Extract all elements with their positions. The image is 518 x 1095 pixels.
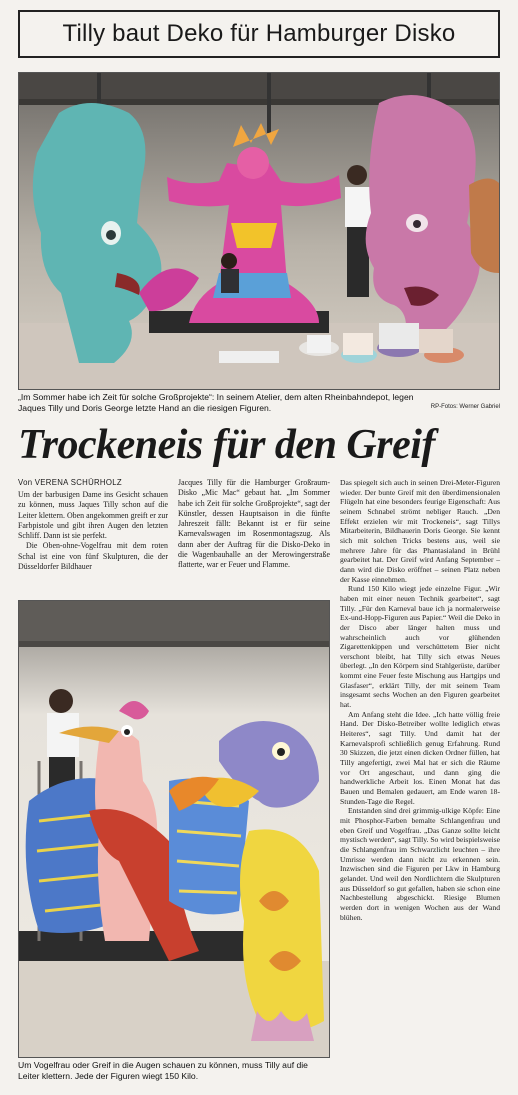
photo-credit xyxy=(420,404,500,410)
photo-credit-text: RP-Fotos: Werner Gabriel xyxy=(430,404,500,410)
workshop-illustration xyxy=(19,73,499,389)
photo-bird-woman-caption-text: Um Vogelfrau oder Greif in die Augen schauen zu können, muss Tilly auf die Leiter klettern. Jede der Figuren wiegt 150 Kilo. xyxy=(18,1060,308,1081)
paragraph: Entstanden sind drei grimmig-ulkige Köpfe: Eine mit Phosphor-Farben bemalte Schlangenfrau und eben Greif und Vogelfrau. „Das Ganze sollte leicht mystisch werden“, sagt Tilly. So wird beispielsweise die Schlangenfrau im Schwarzlicht leuchten – ihre Umrisse werden dann nicht zu erkennen sein. Inzwischen sind die Figuren per Lkw in Hamburg gelandet. Und weil den Nordlichtern die Skulpturen aus Düsseldorf so gut gefallen, haben sie schon eine Nachbestellung abgeschickt. Riesige Blumen werden dort in wenigen Wochen aus der Wand blühen. xyxy=(340,806,500,922)
paragraph: Das spiegelt sich auch in seinen Drei-Meter-Figuren wieder. Der bunte Greif mit den überdimensionalen Flügeln hat eine besonders feurige Eigenschaft: Aus seinem Schnabel strömt nebliger Rauch. „Den Effekt erzielen wir mit Trockeneis“, sagt Tillys Mitarbeiterin, Bildhauerin Doris George. Sie kennt sich mit solchen Tricks bestens aus, weil sie mehrere Jahre für das Phantasialand in Brühl gearbeitet hat. Der Greif wird Anfang September – dann wird die Disko eröffnet – seinen Platz neben der Kasse einnehmen. xyxy=(340,478,500,584)
paragraph: Jacques Tilly für die Hamburger Großraum-Disko „Mic Mac“ gebaut hat. „Im Sommer habe ich Zeit für solche Großprojekte“, sagt der Künstler, dessen Hauptsaison in die fünfte Jahreszeit fällt: Bekannt ist er für seine Karnevalswagen im Rosenmontagszug. Als dann aber der Auftrag für die Disko-Deko in die Wagenbauhalle an der Merowingerstraße flatterte, war er Feuer und Flamme. xyxy=(178,478,330,570)
article-column-1 xyxy=(18,490,168,572)
photo-workshop xyxy=(18,72,500,390)
kicker-box xyxy=(18,10,500,58)
paragraph: Rund 150 Kilo wiegt jede einzelne Figur. „Wir haben mit einer neuen Technik gearbeitet“, sagt Tilly. „Für den Karneval baue ich ja normalerweise Ex-und-Hopp-Figuren aus Papier.“ Weil die Deko in der Disco aber länger halten muss und wahrscheinlich auch vor glühenden Zigarettenkippen und verschüttetem Bier nicht verschont bleibt, hat Tilly sich etwas Neues überlegt. „In den Körpern sind Stahlgerüste, darüber kommt eine Feuer feste Mischung aus Hartgips und Glasfaser“, erklärt Tilly, der mit seinem Team insgesamt sechs Wochen an den Figuren gearbeitet hat. xyxy=(340,584,500,710)
kicker-title: Tilly baut Deko für Hamburger Disko xyxy=(62,20,456,47)
article-column-2 xyxy=(178,478,330,571)
paragraph: Am Anfang steht die Idee. „Ich hatte völlig freie Hand. Der Disko-Betreiber wollte lediglich etwas Heiteres“, sagt Tilly. Und damit hat der Karnevalsprofi schließlich genug Erfahrung. Rund 30 Skizzen, die jetzt einen dicken Ordner füllen, hat Tilly angefertigt, zwei Mal hat er sich die Räume vor Ort angeschaut, und dann ging die handwerkliche Arbeit los. Einen Monat hat das Bauen und Bemalen gedauert, am Ende waren 18-Stunden-Tage die Regel. xyxy=(340,709,500,806)
bird-woman-illustration xyxy=(19,601,329,1057)
photo-bird-woman xyxy=(18,600,330,1058)
photo-workshop-caption-text: „Im Sommer habe ich Zeit für solche Großprojekte“: In seinem Atelier, dem alten Rheinbahndepot, legen Jaques Tilly und Doris George letzte Hand an die riesigen Figuren. xyxy=(18,392,414,413)
paragraph: Um der barbusigen Dame ins Gesicht schauen zu können, muss Jaques Tilly schon auf die Leiter klettern. Oben angekommen greift er zur Farbpistole und gibt ihren Augen den letzten Schliff. Dann ist sie perfekt. xyxy=(18,490,168,541)
byline: Von VERENA SCHÜRHOLZ xyxy=(18,478,122,487)
photo-workshop-caption xyxy=(18,392,423,413)
headline: Trockeneis für den Greif xyxy=(18,422,435,468)
paragraph: Die Oben-ohne-Vogelfrau mit dem roten Schal ist eine von fünf Skulpturen, die der Düsseldorfer Bildhauer xyxy=(18,541,168,572)
article-column-3 xyxy=(340,478,500,922)
photo-bird-woman-caption xyxy=(18,1060,330,1081)
